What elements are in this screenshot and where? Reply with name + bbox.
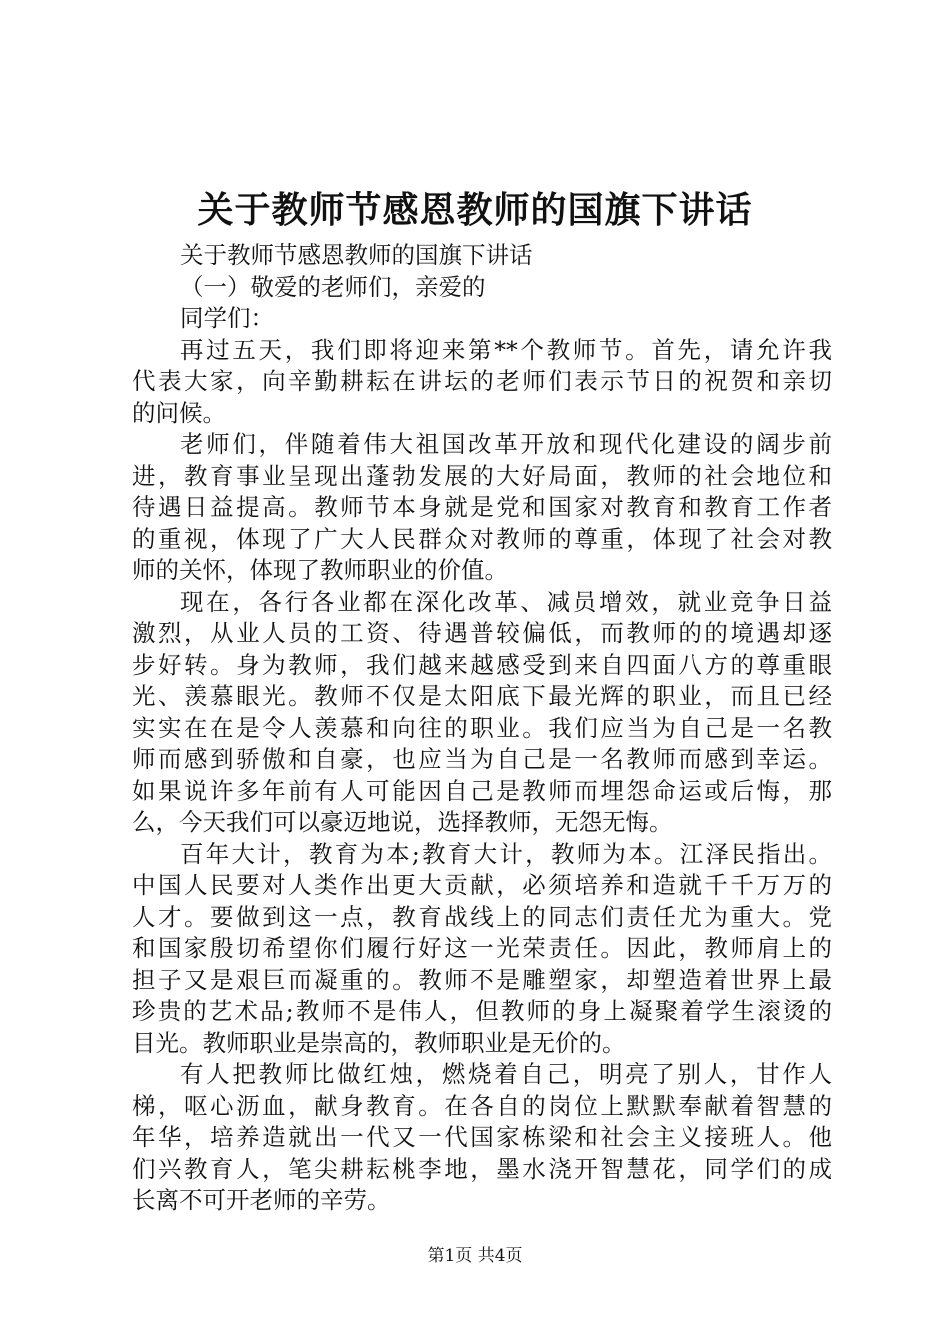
text-line: 同学们： [180, 304, 274, 332]
text-line: 中国人民要对人类作出更大贡献，必须培养和造就千千万万的 [132, 871, 832, 899]
text-line: 待遇日益提高。教师节本身就是党和国家对教育和教育工作者 [132, 493, 832, 521]
text-line: 师而感到骄傲和自豪，也应当为自己是一名教师而感到幸运。 [132, 745, 832, 773]
text-line: 进，教育事业呈现出蓬勃发展的大好局面，教师的社会地位和 [132, 461, 832, 490]
text-line: 目光。教师职业是崇高的，教师职业是无价的。 [132, 1028, 626, 1057]
text-line: 步好转。身为教师，我们越来越感受到来自四面八方的尊重眼 [132, 650, 832, 679]
text-line: 代表大家，向辛勤耕耘在讲坛的老师们表示节日的祝贺和亲切 [132, 367, 832, 395]
text-line: 现在，各行各业都在深化改革、减员增效，就业竞争日益 [180, 587, 832, 616]
text-line: 激烈，从业人员的工资、待遇普较偏低，而教师的的境遇却逐 [132, 619, 832, 647]
text-line: 们兴教育人，笔尖耕耘桃李地，墨水浇开智慧花，同学们的成 [132, 1154, 832, 1183]
text-line: 担子又是艰巨而凝重的。教师不是雕塑家，却塑造着世界上最 [132, 965, 832, 994]
text-line: 如果说许多年前有人可能因自己是教师而埋怨命运或后悔，那 [132, 776, 832, 805]
text-line: 再过五天，我们即将迎来第**个教师节。首先，请允许我 [180, 335, 832, 364]
text-line: 年华，培养造就出一代又一代国家栋梁和社会主义接班人。他 [132, 1123, 832, 1151]
text-line: 的问候。 [132, 398, 226, 427]
text-line: 有人把教师比做红烛，燃烧着自己，明亮了别人，甘作人 [180, 1060, 832, 1088]
text-line: 百年大计，教育为本;教育大计，教师为本。江泽民指出。 [180, 839, 832, 868]
text-line: 梯，呕心沥血，献身教育。在各自的岗位上默默奉献着智慧的 [132, 1091, 832, 1120]
text-line: 实实在在是令人羡慕和向往的职业。我们应当为自己是一名教 [132, 713, 832, 742]
text-line: 长离不可开老师的辛劳。 [132, 1186, 391, 1214]
document-title: 关于教师节感恩教师的国旗下讲话 [197, 189, 753, 231]
text-line: 关于教师节感恩教师的国旗下讲话 [180, 241, 533, 269]
text-line: 的重视，体现了广大人民群众对教师的尊重，体现了社会对教 [132, 524, 832, 553]
text-line: 师的关怀，体现了教师职业的价值。 [132, 556, 508, 584]
text-line: 人才。要做到这一点，教育战线上的同志们责任尤为重大。党 [132, 902, 832, 931]
text-line: 光、羡慕眼光。教师不仅是太阳底下最光辉的职业，而且已经 [132, 682, 832, 710]
text-line: 珍贵的艺术品;教师不是伟人，但教师的身上凝聚着学生滚烫的 [132, 997, 832, 1025]
document-body [132, 240, 832, 1217]
page-number-footer: 第1页 共4页 [427, 1246, 523, 1266]
text-line: 老师们，伴随着伟大祖国改革开放和现代化建设的阔步前 [180, 430, 832, 458]
text-line: （一）敬爱的老师们，亲爱的 [180, 272, 486, 301]
text-line: 么，今天我们可以豪迈地说，选择教师，无怨无悔。 [132, 808, 673, 836]
text-line: 和国家殷切希望你们履行好这一光荣责任。因此，教师肩上的 [132, 934, 832, 962]
